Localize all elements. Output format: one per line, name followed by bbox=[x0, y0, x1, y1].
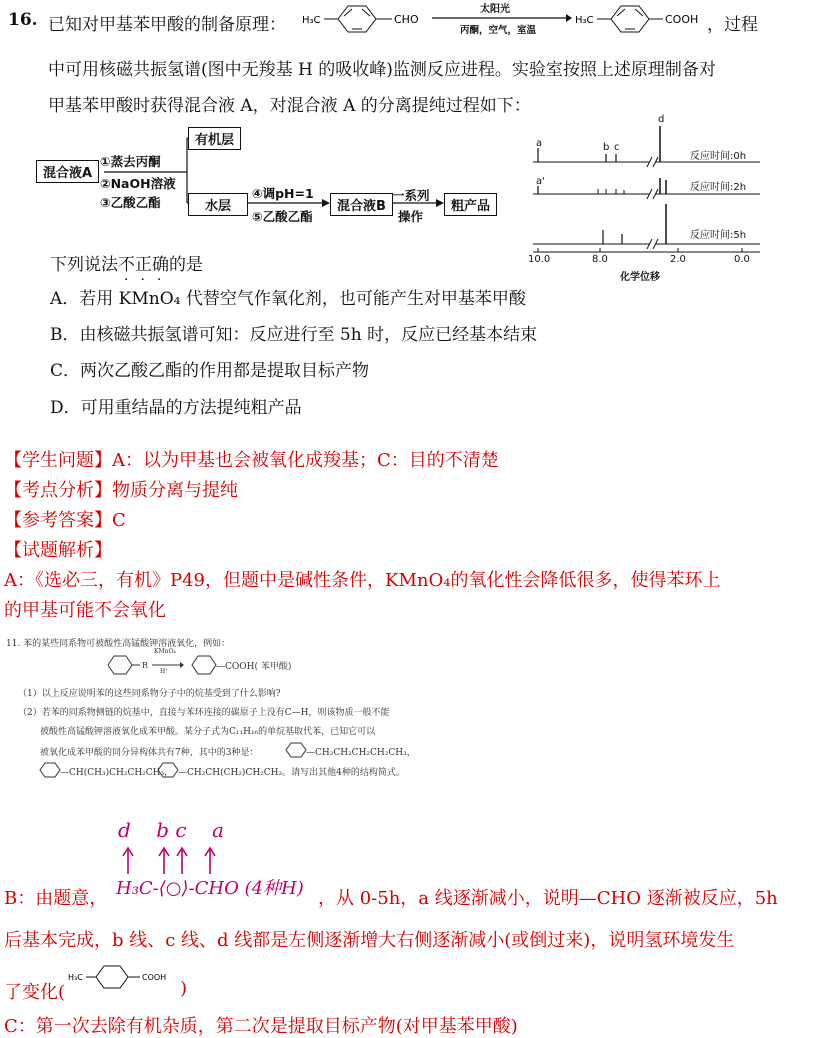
analysis-b-line3: 了变化( bbox=[4, 982, 66, 1003]
nmr-xlabel: 化学位移 bbox=[620, 272, 660, 283]
analysis-explain-title: 【试题解析】 bbox=[4, 540, 112, 561]
analysis-issue: 【学生问题】A：以为甲基也会被氧化成羧基；C：目的不清楚 bbox=[4, 450, 499, 471]
flow-step4: ④调pH=1 bbox=[252, 186, 314, 201]
svg-text:R: R bbox=[142, 661, 149, 670]
question-ask: 下列说法不正确的是 bbox=[50, 255, 203, 275]
analysis-answer: 【参考答案】C bbox=[4, 510, 126, 531]
nmr-peak-a2: a' bbox=[536, 176, 545, 187]
flow-organic-layer: 有机层 bbox=[188, 127, 241, 150]
nmr-peak-d: d bbox=[658, 114, 665, 125]
question-number: 16. bbox=[8, 10, 38, 30]
nmr-x-8: 8.0 bbox=[592, 254, 608, 265]
reactant-cho: CHO bbox=[394, 13, 419, 26]
hw-formula: H₃C-⟨○⟩-CHO (4种H) bbox=[116, 878, 304, 899]
hw-labels: d b c a bbox=[118, 818, 224, 842]
tb-s3: —CH₂CH(CH₂)CH₂CH₃。请写出其他4种的结构简式。 bbox=[178, 768, 405, 778]
tb-q1: （1）以上反应说明苯的这些同系物分子中的烷基受到了什么影响? bbox=[18, 689, 281, 699]
analysis-b-lead: B：由题意， bbox=[4, 888, 108, 909]
product-ch3: H₃C bbox=[575, 15, 594, 26]
b-product-ch3: H₃C bbox=[68, 973, 83, 982]
reactant-ch3: H₃C bbox=[302, 15, 321, 26]
analysis-point: 【考点分析】物质分离与提纯 bbox=[4, 480, 238, 501]
emphasis-dots: ··· bbox=[124, 272, 174, 288]
condition-bottom: 丙酮，空气，室温 bbox=[459, 25, 536, 36]
option-c: C．两次乙酸乙酯的作用都是提取目标产物 bbox=[50, 361, 370, 381]
question-line2: 中可用核磁共振氢谱(图中无羧基 H 的吸收峰)监测反应进程。实验室按照上述原理制备对 bbox=[48, 60, 716, 80]
nmr-time-5h: 反应时间:5h bbox=[690, 230, 747, 241]
tb-q2c: 被氧化成苯甲酸的同分异构体共有7种，其中的3种是： bbox=[40, 748, 259, 758]
product-cooh: COOH bbox=[665, 13, 699, 26]
flow-water-layer: 水层 bbox=[188, 193, 248, 216]
tb-q2a: （2）若苯的同系物侧链的烷基中，直接与苯环连接的碳原子上没有C—H，则该物质一般不能 bbox=[18, 708, 390, 718]
nmr-x-2: 2.0 bbox=[670, 254, 686, 265]
product-structure bbox=[573, 2, 713, 36]
tb-s1: —CH₂CH₂CH₂CH₂CH₃， bbox=[306, 748, 416, 758]
nmr-peak-b: b bbox=[603, 142, 610, 153]
flow-crude-product: 粗产品 bbox=[444, 193, 497, 216]
flow-step3: ③乙酸乙酯 bbox=[100, 195, 161, 210]
nmr-peak-c: c bbox=[614, 142, 620, 153]
analysis-a-line2: 的甲基可能不会氧化 bbox=[4, 600, 166, 621]
handwritten-annotation bbox=[116, 818, 316, 902]
analysis-b-line3-end: ) bbox=[180, 978, 188, 999]
analysis-b-line2: 后基本完成，b 线、c 线、d 线都是左侧逐渐增大右侧逐渐减小(或倒过来)，说明氢环境发生 bbox=[4, 930, 735, 951]
tb-q2b: 被酸性高锰酸钾溶液氧化成苯甲酸。某分子式为C₁₁H₁₆的单烷基取代苯，已知它可以 bbox=[40, 727, 376, 737]
option-a: A．若用 KMnO₄ 代替空气作氧化剂，也可能产生对甲基苯甲酸 bbox=[50, 289, 526, 309]
flow-step1: ①蒸去丙酮 bbox=[100, 154, 161, 169]
flow-mix-b: 混合液B bbox=[330, 193, 393, 216]
tb-reagent-top: KMnO₄ bbox=[154, 648, 176, 655]
b-product-cooh: COOH bbox=[142, 973, 167, 982]
option-d: D．可用重结晶的方法提纯粗产品 bbox=[50, 398, 302, 418]
tb-s2: —CH(CH₃)CH₂CH₂CH₃， bbox=[60, 768, 174, 778]
flow-step5: ⑤乙酸乙酯 bbox=[252, 209, 313, 224]
flow-series-bottom: 操作 bbox=[398, 209, 424, 224]
analysis-a-line1: A：《选必三，有机》P49，但题中是碱性条件，KMnO₄的氧化性会降低很多，使得苯环上 bbox=[4, 570, 721, 591]
tb-reagent-bottom: H⁺ bbox=[160, 668, 169, 675]
flow-lines bbox=[0, 0, 520, 240]
tb-item: 11. 苯的某些同系物可被酸性高锰酸钾溶液氧化，例如： bbox=[6, 639, 231, 649]
nmr-x-0: 0.0 bbox=[734, 254, 750, 265]
flow-step2: ②NaOH溶液 bbox=[100, 176, 176, 191]
nmr-peak-a: a bbox=[536, 138, 543, 149]
analysis-b-line1: ，从 0-5h，a 线逐渐减小，说明—CHO 逐渐被反应，5h bbox=[318, 888, 778, 909]
nmr-x-10: 10.0 bbox=[528, 254, 551, 265]
nmr-time-2h: 反应时间:2h bbox=[690, 182, 747, 193]
flow-mix-a: 混合液A bbox=[36, 160, 99, 183]
question-line3: 甲基苯甲酸时获得混合液 A，对混合液 A 的分离提纯过程如下： bbox=[48, 96, 531, 116]
nmr-time-0h: 反应时间:0h bbox=[690, 151, 747, 162]
tb-product: —COOH( 苯甲酸) bbox=[216, 662, 292, 672]
analysis-c-line: C：第一次去除有机杂质，第二次是提取目标产物(对甲基苯甲酸) bbox=[4, 1016, 518, 1037]
b-product-structure bbox=[68, 962, 186, 992]
condition-top: 太阳光 bbox=[480, 4, 510, 15]
question-intro: 已知对甲基苯甲酸的制备原理： bbox=[48, 15, 286, 35]
question-intro-end: ，过程 bbox=[707, 15, 758, 35]
flow-series-top: 一系列 bbox=[392, 188, 430, 203]
option-b: B．由核磁共振氢谱可知：反应进行至 5h 时，反应已经基本结束 bbox=[50, 325, 538, 345]
